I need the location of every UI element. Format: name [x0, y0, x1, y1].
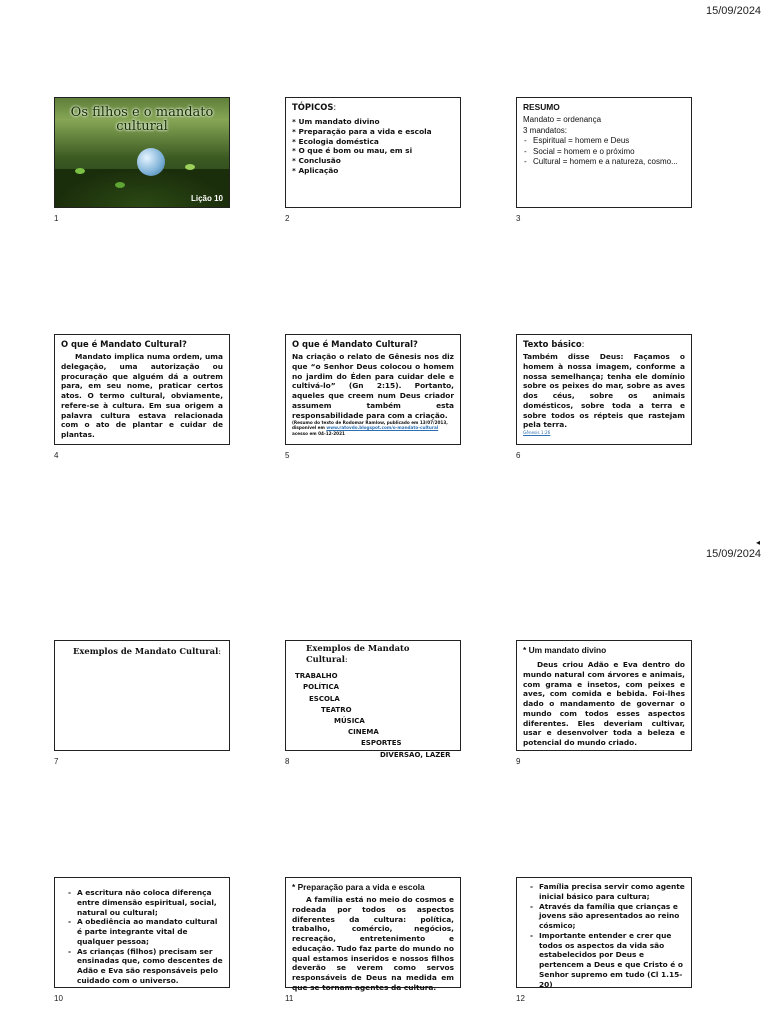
- slide-number: 1: [54, 214, 59, 223]
- slide-title: O que é Mandato Cultural?: [292, 339, 418, 349]
- slide-title: Exemplos de Mandato Cultural:: [73, 646, 222, 656]
- slide-text: Na criação o relato de Gênesis nos diz que “o Senhor Deus colocou o homem no jardim do Éden para cuidar dele e cultivá-lo” (Gn 2:15). Portanto, aqueles que creem num Deus criador assumem também esta responsabilidade para com a criação.: [292, 352, 454, 420]
- slide-title: RESUMO: [523, 102, 560, 112]
- slide-1-cover: [54, 97, 230, 208]
- summary-list: [523, 136, 685, 168]
- example-item: CINEMA: [348, 728, 379, 737]
- summary-item: - Espiritual = homem e Deus: [533, 136, 685, 147]
- leaf-icon: [185, 164, 195, 170]
- slide-list: [67, 888, 223, 986]
- globe-icon: [137, 148, 165, 176]
- slide-8: [285, 640, 461, 759]
- example-item: DIVERSÃO, LAZER: [380, 750, 451, 759]
- slide-number: 11: [285, 994, 294, 1003]
- lesson-badge: Lição 10: [190, 194, 223, 203]
- topic-item: * O que é bom ou mau, em si: [292, 146, 413, 156]
- slide-9: [516, 640, 692, 751]
- slide-number: 4: [54, 451, 59, 460]
- example-item: POLÍTICA: [303, 683, 340, 692]
- slide-number: 12: [516, 994, 525, 1003]
- slide-3-summary: [516, 97, 692, 208]
- example-item: TRABALHO: [295, 672, 338, 681]
- slide-text: Também disse Deus: Façamos o homem à nossa imagem, conforme a nossa semelhança; tenha ele domínio sobre os peixes do mar, sobre as aves dos céus, sobre os animais domésticos, sobre toda a terra e sobre todos os répteis que rastejam pela terra.: [523, 352, 685, 430]
- bible-reference[interactable]: Gênesis 1:26: [523, 430, 551, 436]
- slide-title: TÓPICOS:: [292, 102, 337, 112]
- slide-title: Texto básico:: [523, 339, 585, 349]
- slide-number: 8: [285, 757, 290, 766]
- list-item: - Família precisa servir como agente inicial básico para cultura;: [539, 882, 685, 902]
- slide-title: Exemplos de Mandato Cultural:: [306, 643, 410, 665]
- slide-number: 7: [54, 757, 59, 766]
- topic-item: * Conclusão: [292, 156, 341, 166]
- leaf-icon: [75, 168, 85, 174]
- slide-list: [529, 882, 685, 989]
- cover-title: Os filhos e o mandato cultural: [70, 105, 214, 135]
- print-date-page-2: 15/09/2024: [706, 548, 762, 560]
- example-item: ESPORTES: [361, 739, 402, 748]
- list-item: - Através da família que crianças e jovens são apresentados ao reino cósmico;: [539, 902, 685, 931]
- summary-item: - Cultural = homem e a natureza, cosmo...: [533, 157, 685, 168]
- list-item: - Importante entender e crer que todos os aspectos da vida são estabelecidos por Deus e pertencem a Deus e que Cristo é o Senhor supremo em tudo (Cl 1.15-20): [539, 931, 685, 990]
- slide-title: * Um mandato divino: [523, 645, 607, 655]
- topic-item: * Preparação para a vida e escola: [292, 126, 432, 136]
- slide-number: 2: [285, 214, 290, 223]
- page-marker: ◂: [756, 538, 761, 547]
- slide-7: [54, 640, 230, 751]
- culture-examples: [292, 671, 454, 761]
- slide-number: 6: [516, 451, 521, 460]
- print-date-page-1: 15/09/2024: [706, 5, 762, 17]
- slide-text: A família está no meio do cosmos e rodeada por todos os aspectos diferentes da cultura: política, trabalho, comércio, negócios, recreação, entretenimento e educação. Tudo faz parte do mundo no qual estamos inseridos e nossos filhos deverão se verem como servos responsáveis de Deus na medida em que se tornam agentes da cultura.: [292, 895, 454, 992]
- slide-2-topics: [285, 97, 461, 208]
- summary-line: Mandato = ordenança: [523, 115, 602, 125]
- slide-number: 3: [516, 214, 521, 223]
- slide-number: 10: [54, 994, 63, 1003]
- slide-text: Deus criou Adão e Eva dentro do mundo natural com árvores e animais, com grama e insetos, com peixes e aves, com comida e bebida. Foi-lhes dado o mandamento de governar o mundo com todos esses aspectos diferentes. Eles deveriam cultivar, usar e desenvolver toda a beleza e potencial do mundo criado.: [523, 660, 685, 748]
- slide-10: [54, 877, 230, 988]
- source-link[interactable]: www.ratovdo.blogspot.com/o-mandato-cultural: [326, 425, 439, 431]
- list-item: - A obediência ao mandato cultural é parte integrante vital de qualquer pessoa;: [77, 917, 223, 946]
- topic-item: * Aplicação: [292, 165, 339, 175]
- topic-item: * Ecologia doméstica: [292, 136, 379, 146]
- footnote: (Resumo do texto de Rodomar Ramlow, publicado em 13/07/2013, disponível em www.ratovdo.blogspot.com/o-mandato-cultural acesso em 04-12-2021: [292, 420, 448, 436]
- topic-item: * Um mandato divino: [292, 117, 380, 127]
- slide-6: [516, 334, 692, 445]
- list-item: - A escritura não coloca diferença entre dimensão espiritual, social, natural ou cultural;: [77, 888, 223, 917]
- topic-list: [292, 117, 454, 176]
- example-item: TEATRO: [321, 705, 352, 714]
- slide-number: 9: [516, 757, 521, 766]
- slide-text: Mandato implica numa ordem, uma delegação, uma autorização ou procuração que alguém dá a outrem para, em seu nome, praticar certos atos. O termo cultural, obviamente, refere-se à cultura. Em sua origem a palavra cultura estava relacionada com o ato de plantar e cuidar de plantas.: [61, 352, 223, 440]
- slide-4: [54, 334, 230, 445]
- leaf-icon: [115, 182, 125, 188]
- slide-number: 5: [285, 451, 290, 460]
- list-item: - As crianças (filhos) precisam ser ensinadas que, como descentes de Adão e Eva são responsáveis pelo cuidado com o universo.: [77, 947, 223, 986]
- slide-12: [516, 877, 692, 988]
- example-item: ESCOLA: [309, 694, 340, 703]
- slide-11: [285, 877, 461, 992]
- slide-5: [285, 334, 461, 445]
- summary-item: - Social = homem e o próximo: [533, 147, 685, 158]
- slide-title: O que é Mandato Cultural?: [61, 339, 187, 349]
- slide-title: * Preparação para a vida e escola: [292, 882, 425, 892]
- summary-line: 3 mandatos:: [523, 125, 568, 135]
- example-item: MÚSICA: [334, 716, 365, 725]
